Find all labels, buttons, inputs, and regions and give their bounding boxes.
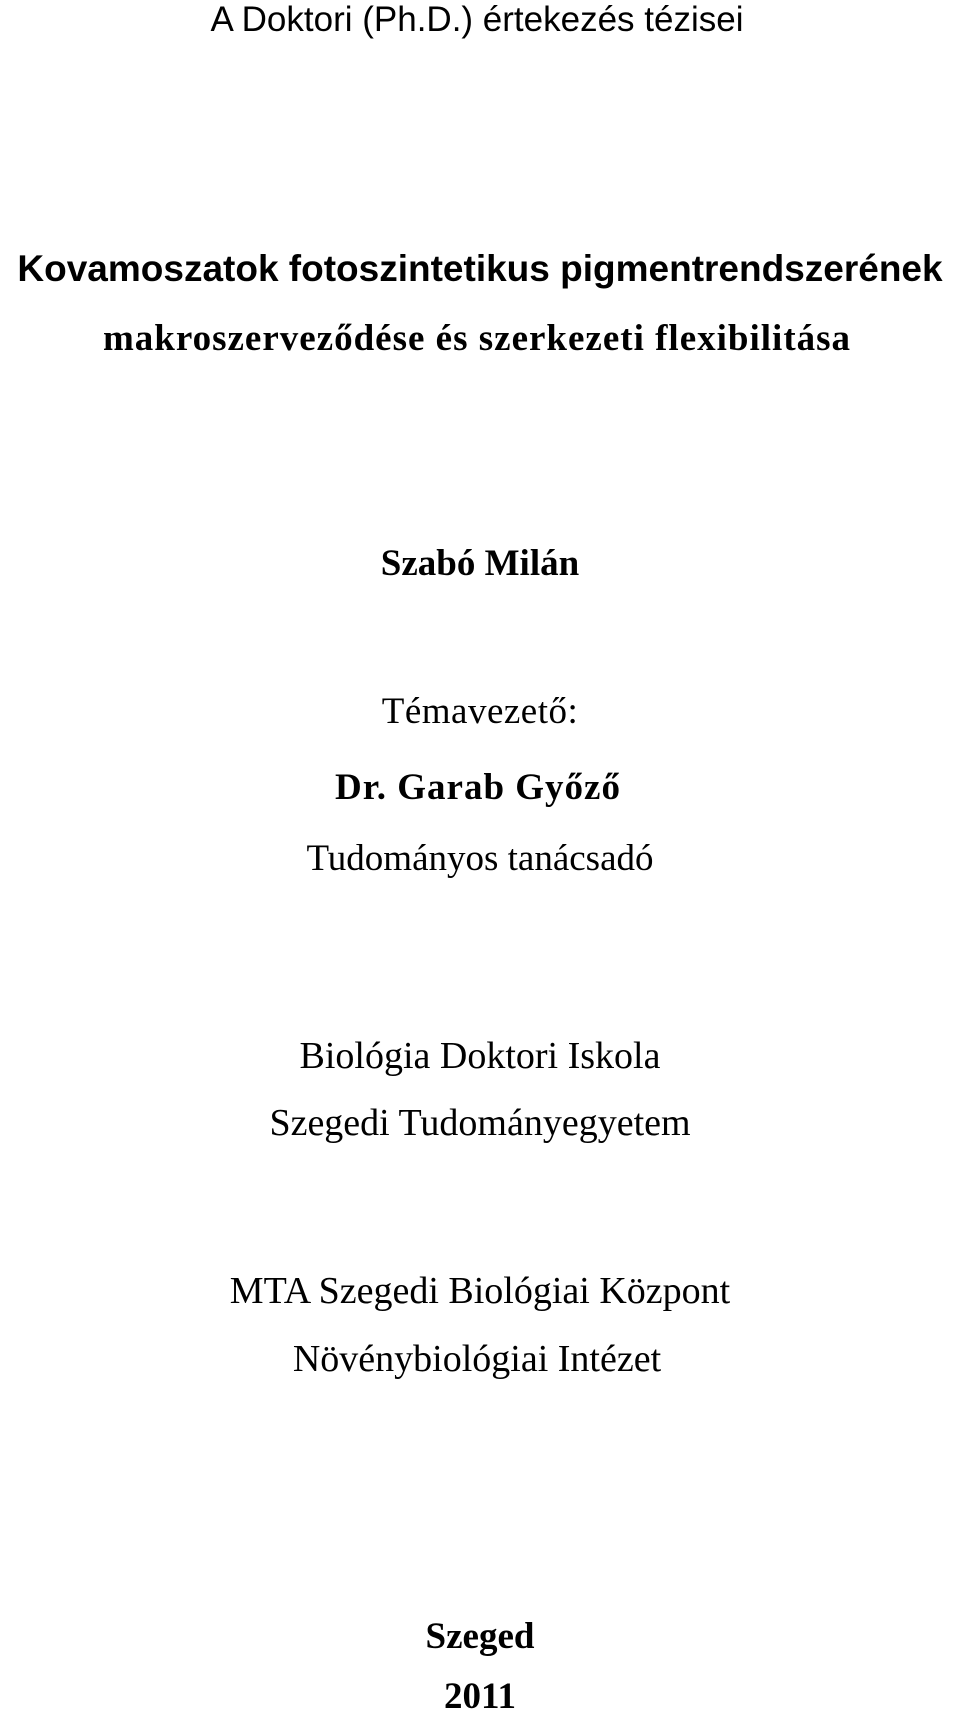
supervisor-title: Tudományos tanácsadó bbox=[306, 838, 654, 879]
author-name: Szabó Milán bbox=[380, 543, 580, 584]
publication-year: 2011 bbox=[444, 1676, 516, 1717]
thesis-title-line-1: Kovamoszatok fotoszintetikus pigmentrendszerének bbox=[17, 248, 943, 289]
university-name: Szegedi Tudományegyetem bbox=[269, 1102, 691, 1144]
city-name: Szeged bbox=[425, 1616, 535, 1657]
supervisor-label: Témavezető: bbox=[381, 691, 579, 732]
thesis-title-line-2: makroszerveződése és szerkezeti flexibilitása bbox=[102, 318, 852, 359]
institute-name: Növénybiológiai Intézet bbox=[292, 1338, 662, 1380]
doctoral-school-name: Biológia Doktori Iskola bbox=[299, 1035, 661, 1077]
document-type-heading: A Doktori (Ph.D.) értekezés tézisei bbox=[210, 0, 744, 39]
supervisor-name: Dr. Garab Győző bbox=[335, 767, 621, 808]
research-centre-name: MTA Szegedi Biológiai Központ bbox=[229, 1270, 731, 1312]
